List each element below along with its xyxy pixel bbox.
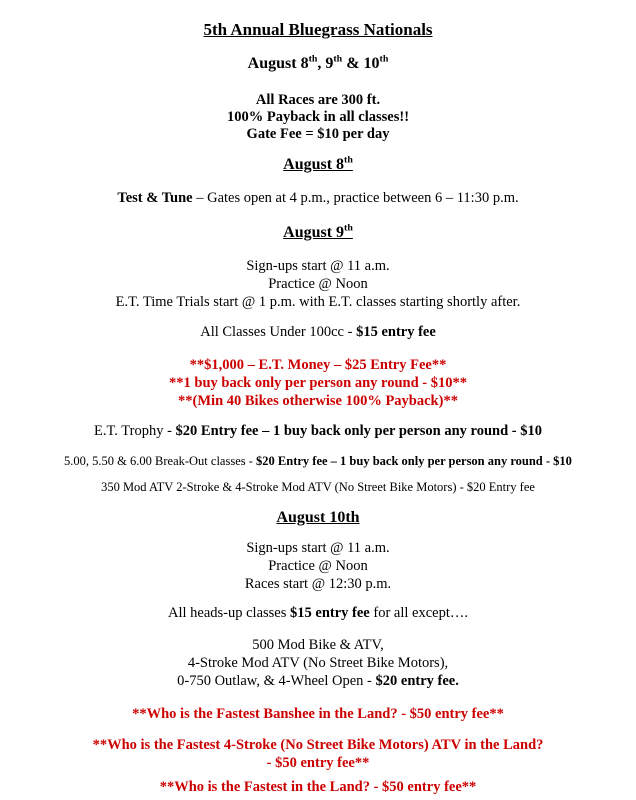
aug9-line: Practice @ Noon — [268, 276, 368, 292]
et-money-line: **(Min 40 Bikes otherwise 100% Payback)** — [178, 393, 458, 409]
under-100cc-line: All Classes Under 100cc - $15 entry fee — [200, 324, 436, 340]
info-line: 100% Payback in all classes!! — [226, 109, 410, 125]
four-stroke-line: **Who is the Fastest 4-Stroke (No Street Bike Motors) ATV in the Land? — [92, 737, 544, 753]
aug10-line: Practice @ Noon — [268, 558, 368, 574]
aug8-schedule: Test & Tune – Gates open at 4 p.m., practice between 6 – 11:30 p.m. — [117, 190, 519, 206]
et-trophy-line: E.T. Trophy - $20 Entry fee – 1 buy back only per person any round - $10 — [94, 423, 542, 439]
banshee-line: **Who is the Fastest Banshee in the Land? - $50 entry fee** — [132, 706, 504, 722]
aug9-heading: August 9th — [283, 222, 353, 241]
four-stroke-fee-line: - $50 entry fee** — [266, 755, 370, 771]
aug10-line: Races start @ 12:30 p.m. — [244, 576, 392, 592]
class-line: 4-Stroke Mod ATV (No Street Bike Motors), — [187, 655, 449, 671]
aug9-line: E.T. Time Trials start @ 1 p.m. with E.T. classes starting shortly after. — [115, 294, 521, 310]
info-line: Gate Fee = $10 per day — [246, 126, 390, 142]
headsup-line: All heads-up classes $15 entry fee for all except…. — [168, 605, 468, 621]
et-money-line: **1 buy back only per person any round - $10** — [169, 375, 467, 391]
outlaw-line: 0-750 Outlaw, & 4-Wheel Open - $20 entry fee. — [177, 673, 459, 689]
event-dates: August 8th, 9th & 10th — [247, 53, 389, 72]
aug9-line: Sign-ups start @ 11 a.m. — [246, 258, 390, 274]
aug8-heading: August 8th — [283, 154, 353, 173]
class-line: 500 Mod Bike & ATV, — [252, 637, 384, 653]
fastest-line: **Who is the Fastest in the Land? - $50 entry fee** — [159, 779, 477, 795]
aug10-line: Sign-ups start @ 11 a.m. — [246, 540, 390, 556]
page-title: 5th Annual Bluegrass Nationals — [203, 20, 433, 39]
info-line: All Races are 300 ft. — [255, 92, 381, 108]
aug10-heading: August 10th — [276, 509, 360, 526]
mod-atv-line: 350 Mod ATV 2-Stroke & 4-Stroke Mod ATV (No Street Bike Motors) - $20 Entry fee — [101, 480, 535, 494]
et-money-line: **$1,000 – E.T. Money – $25 Entry Fee** — [189, 357, 447, 373]
breakout-line: 5.00, 5.50 & 6.00 Break-Out classes - $20 Entry fee – 1 buy back only per person any round - $10 — [64, 454, 572, 468]
